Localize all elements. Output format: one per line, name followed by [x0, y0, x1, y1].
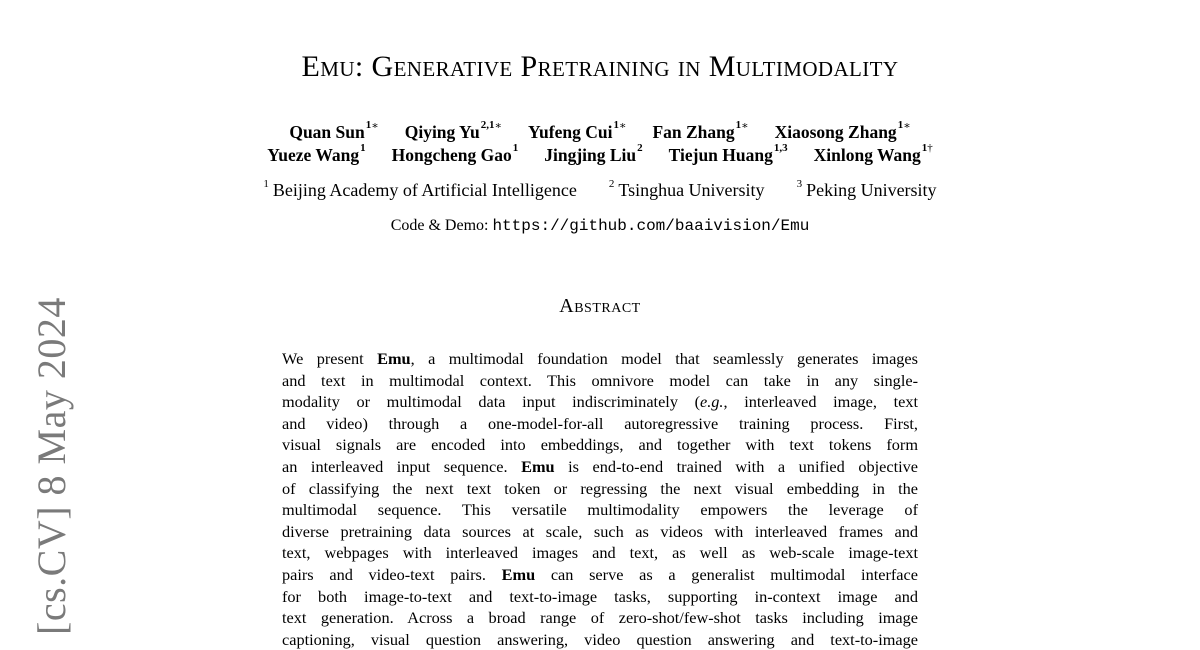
- abstract-line: [282, 348, 918, 370]
- abstract-line: [282, 499, 918, 521]
- author-note-mark: ∗: [371, 120, 379, 132]
- author-note-mark: ∗: [618, 120, 627, 132]
- abstract-text: pairs and video-text pairs.: [282, 564, 502, 584]
- abstract-bold-term: Emu: [377, 349, 411, 368]
- abstract-line: [282, 607, 918, 629]
- author-affiliation-mark: 1: [365, 119, 372, 131]
- abstract-line: [282, 586, 918, 608]
- affiliation-number: 2: [608, 178, 615, 190]
- abstract-line: [282, 456, 918, 478]
- abstract-text: , a multimodal foundation model that seamlessly generates images: [410, 349, 918, 368]
- author-affiliation-mark: 1: [921, 142, 928, 154]
- author-affiliation-mark: 1: [512, 142, 519, 154]
- author-affiliation-mark: 1: [613, 119, 619, 131]
- code-demo-url[interactable]: https://github.com/baaivision/Emu: [492, 217, 810, 235]
- arxiv-watermark: [cs.CV] 8 May 2024: [29, 297, 74, 635]
- author-name-text: Hongcheng Gao: [391, 145, 512, 165]
- abstract-line: [282, 391, 918, 413]
- abstract-text: for both image-to-text and text-to-image tasks, supporting in-context image and: [282, 586, 918, 606]
- abstract-text: is end-to-end trained with a unified objective: [554, 456, 919, 476]
- abstract-line: [282, 478, 918, 500]
- abstract-line: [282, 542, 918, 564]
- affiliation-name: Peking University: [806, 180, 937, 200]
- author-name: [528, 119, 627, 143]
- author-name: [813, 142, 933, 166]
- author-affiliation-mark: 1: [897, 119, 904, 131]
- abstract-text: of classifying the next text token or regressing the next visual embedding in the: [282, 478, 918, 498]
- author-name-text: Quan Sun: [289, 122, 365, 142]
- affiliation-number: 1: [263, 178, 269, 190]
- affiliation-name: Beijing Academy of Artificial Intelligence: [272, 180, 577, 200]
- author-name-text: Fan Zhang: [652, 122, 735, 142]
- paper-title: Emu: Generative Pretraining in Multimodality: [301, 50, 899, 83]
- affiliations: [0, 180, 1200, 201]
- author-name: [668, 142, 788, 166]
- affiliation-item: [609, 180, 765, 201]
- author-name-text: Xiaosong Zhang: [774, 122, 897, 142]
- abstract-text: diverse pretraining data sources at scale, such as videos with interleaved frames and: [282, 521, 918, 541]
- abstract-text: can serve as a generalist multimodal interface: [535, 564, 918, 584]
- author-list-row-2: [0, 142, 1200, 166]
- author-note-mark: ∗: [741, 120, 749, 132]
- abstract-text: multimodal sequence. This versatile multimodality empowers the leverage of: [282, 500, 918, 520]
- abstract-text: We present: [282, 349, 378, 368]
- author-name-text: Yufeng Cui: [528, 122, 613, 142]
- author-name: [391, 142, 519, 166]
- abstract-line: [282, 564, 918, 586]
- abstract-text: modality or multimodal data input indiscriminately (: [282, 392, 700, 412]
- author-affiliation-mark: 2,1: [480, 119, 495, 131]
- abstract-text: text generation. Across a broad range of zero-shot/few-shot tasks including image: [282, 608, 918, 628]
- author-list-row-1: [0, 119, 1200, 143]
- author-name-text: Xinlong Wang: [813, 145, 921, 165]
- abstract-line: [282, 434, 918, 456]
- affiliation-number: 3: [796, 178, 803, 190]
- abstract-bold-term: Emu: [521, 456, 555, 476]
- code-demo-line: [0, 217, 1200, 235]
- abstract-body: [282, 348, 918, 650]
- code-demo-label: Code & Demo:: [390, 217, 489, 234]
- author-name: [404, 119, 503, 143]
- abstract-italic-term: e.g.: [700, 392, 724, 412]
- abstract-text: and video) through a one-model-for-all autoregressive training process. First,: [282, 413, 918, 433]
- abstract-bold-term: Emu: [501, 564, 536, 584]
- abstract-heading: Abstract: [559, 295, 641, 317]
- affiliation-item: [797, 180, 937, 201]
- abstract-text: captioning, visual question answering, video question answering and text-to-image: [282, 629, 918, 649]
- affiliation-name: Tsinghua University: [618, 180, 765, 200]
- abstract-text: an interleaved input sequence.: [282, 456, 522, 476]
- affiliation-item: [263, 180, 576, 201]
- author-name: [652, 119, 749, 143]
- author-name: [774, 119, 911, 143]
- author-name: [544, 142, 643, 166]
- abstract-text: , interleaved image, text: [723, 392, 919, 412]
- author-affiliation-mark: 1: [360, 142, 366, 154]
- author-note-mark: ∗: [903, 120, 911, 132]
- author-affiliation-mark: 1: [735, 119, 742, 131]
- abstract-line: [282, 521, 918, 543]
- abstract-text: text, webpages with interleaved images and text, as well as web-scale image-text: [282, 543, 918, 563]
- author-name: [289, 119, 379, 143]
- abstract-text: visual signals are encoded into embeddings, and together with text tokens form: [282, 435, 918, 455]
- author-affiliation-mark: 1,3: [773, 142, 788, 154]
- abstract-line: [282, 413, 918, 435]
- abstract-text: and text in multimodal context. This omnivore model can take in any single-: [282, 370, 918, 390]
- author-name-text: Qiying Yu: [404, 122, 480, 142]
- abstract-line: [282, 370, 918, 392]
- author-name-text: Tiejun Huang: [668, 145, 773, 165]
- author-name-text: Jingjing Liu: [544, 145, 637, 165]
- author-name: [267, 142, 366, 166]
- author-name-text: Yueze Wang: [267, 145, 360, 165]
- author-note-mark: †: [927, 142, 933, 154]
- author-affiliation-mark: 2: [637, 142, 643, 154]
- author-note-mark: ∗: [494, 120, 503, 132]
- abstract-line: [282, 629, 918, 650]
